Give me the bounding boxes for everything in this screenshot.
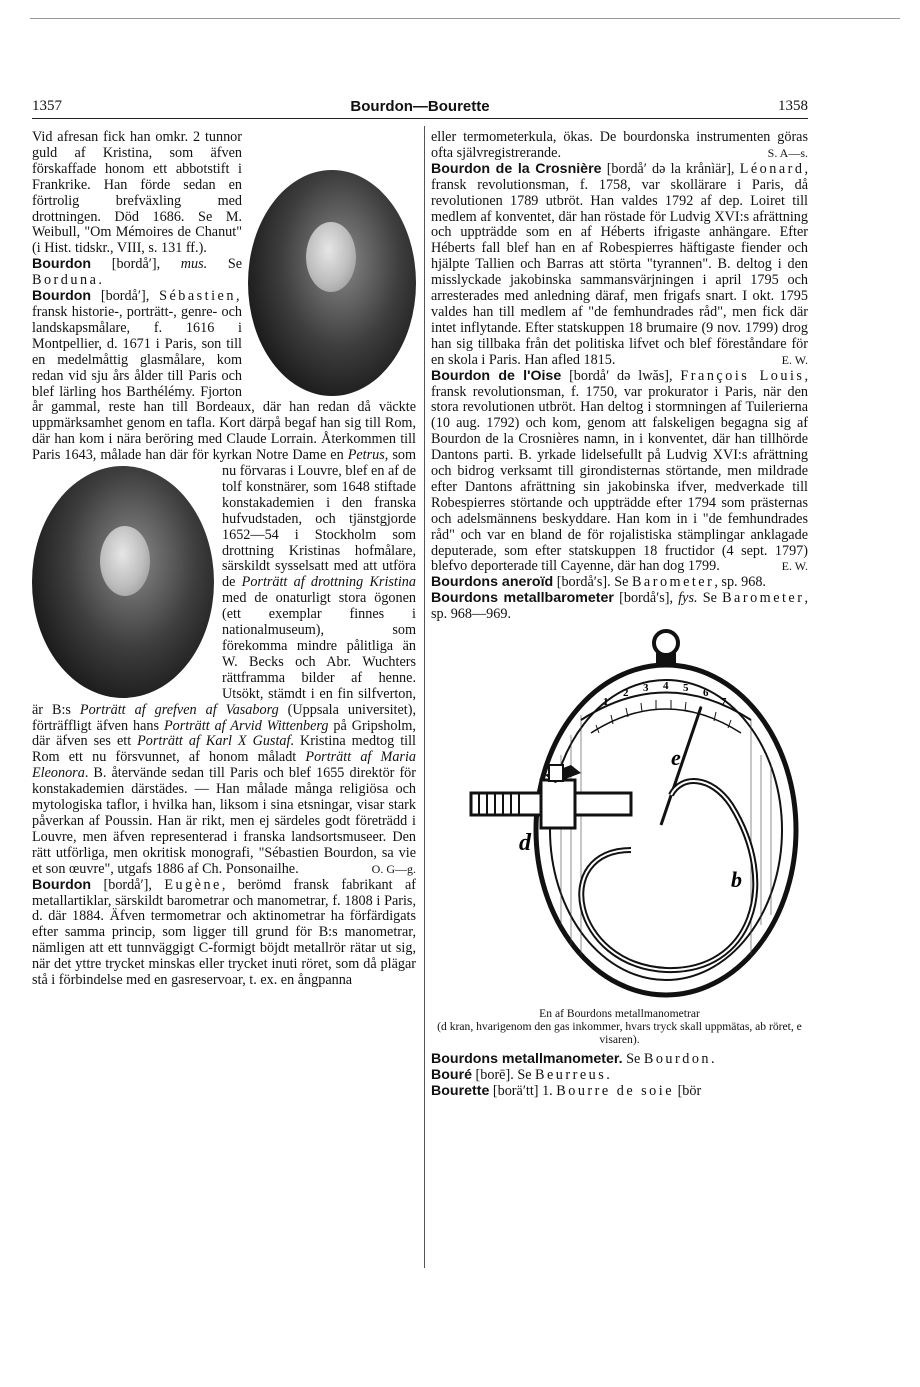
valve-body xyxy=(541,780,575,828)
portrait-face xyxy=(100,526,150,596)
running-header xyxy=(32,98,808,118)
entry-pronunciation: [bordå′], xyxy=(91,876,152,893)
portrait-image xyxy=(32,466,214,698)
caption-title: En af Bourdons metallmanometrar xyxy=(539,1007,700,1021)
see-text: Se xyxy=(610,574,632,591)
entry-headword: Bourdon de l'Oise xyxy=(431,367,562,384)
entry-pronunciation: [bordå′s], xyxy=(613,590,674,607)
dial-number: 4 xyxy=(663,680,669,693)
entry-boure xyxy=(431,1068,808,1084)
entry-pronunciation: [bordå′], xyxy=(91,288,150,305)
entry-end: . xyxy=(606,1067,610,1083)
entry-abbreviation: mus. xyxy=(180,256,208,273)
entry-bourdons-metallbarometer xyxy=(431,591,808,623)
work-title: Porträtt af grefven af Vasaborg xyxy=(79,701,279,718)
author-signature: E. W. xyxy=(781,352,808,367)
cross-reference: Beurreus xyxy=(535,1067,607,1083)
caption-text: (d kran, hvarigenom den gas inkommer, hvars tryck skall uppmätas, ab röret, e visaren). xyxy=(437,1020,802,1047)
author-signature: S. A—s. xyxy=(767,145,808,160)
entry-text: . Kristina medtog till Rom ett nu försvunnet, af honom måladt xyxy=(32,733,416,766)
entry-pronunciation: [bordå′], xyxy=(91,256,161,273)
valve-stem xyxy=(549,765,563,781)
work-title: Porträtt af Karl X Gustaf xyxy=(137,733,291,750)
entry-headword: Bourdon xyxy=(32,256,92,273)
entry-bourdon-oise xyxy=(431,369,808,576)
continued-paragraph: Vid afresan fick han omkr. 2 tunnor guld af Kristina, som äfven förskaffade honom ett abbotstift i Frankrike. Han förde sedan en förtrolig brefväxling med drottningen. Död 1686. Se M. Weibull, "Om Mémoires de Chanut" (i Hist. tidskr., VIII, s. 131 ff.). xyxy=(32,129,242,257)
entry-text: , som nu förvaras i Louvre, blef en af de tolf konstnärer, som 1648 stiftade konstakademien i den franska hufvudstaden, och tjänstgjorde 1652—54 i Stockholm som drottning Kristinas hofmålare, särskildt sysselsatt med att utföra de xyxy=(222,447,416,591)
cross-reference: Borduna xyxy=(32,272,99,289)
work-title: Porträtt af Maria Eleonora xyxy=(32,749,416,782)
left-column xyxy=(32,130,416,989)
hanging-ring xyxy=(654,631,678,655)
work-title: Porträtt af Arvid Wittenberg xyxy=(163,717,329,734)
dial-number: 5 xyxy=(683,682,689,695)
entry-text: , fransk revolutionsman, f. 1758, var skollärare i Paris, då revolutionen 1789 utbröt. Han valdes 1792 af dep. Loiret till medlem af konventet, där han röstade för Ludvig XVI:s afrättning och uppträdde som en af Héberts ifrigaste anhängare. Efter Héberts fall blef han en af Robespierres häftigaste fiender och hjälpte Tallien och Barras att störta "tyrannen". B. deltog i den misslyckade jakobinska sammansvärjningen i april 1795 och arresterades med anledning däraf, men frigafs snart. I okt. 1795 valdes han till medlem af "de femhundrades råd", men fick där intet inflytande. Efter statskuppen 18 brumaire (9 nov. 1799) drog han sig tillbaka från det politiska lifvet och blef föreståndare för en skola i Paris. Han afled 1815. xyxy=(431,160,809,368)
ring-mount xyxy=(656,653,676,663)
cross-reference: Bourdon xyxy=(643,1051,712,1068)
entry-end: . xyxy=(711,1051,715,1068)
entry-pronunciation: [bordå′s]. xyxy=(553,574,611,591)
dial-number: 3 xyxy=(643,682,649,695)
entry-bourdon-crosniere xyxy=(431,162,808,369)
page-number-right: 1358 xyxy=(778,98,808,114)
entry-headword: Bourette xyxy=(431,1082,490,1099)
cross-reference: Bourre de soie xyxy=(556,1082,675,1099)
entry-text: . B. återvände sedan till Paris och blef 1655 direktör för konstakademien därstädes. — Han målade många religiösa och mytologiska taflor, i hvilka han, liksom i sina etsningar, visar stark påverkan af Poussin. Han är rikt, men ej särdeles godt företrädd i Louvre, men äfven representerad i franska landsortsmuseer. Den rätt utförliga, men okritisk monografi, "Sébastien Bourdon, sa vie et son œuvre", utgafs 1886 af Ch. Ponsonailhe. xyxy=(32,765,416,877)
portrait-face xyxy=(306,222,356,292)
see-text: Se xyxy=(622,1051,644,1068)
manometer-illustration xyxy=(431,625,808,1005)
entry-end: . xyxy=(98,272,102,289)
page-number-left: 1357 xyxy=(32,98,62,114)
header-rule xyxy=(32,118,808,119)
entry-headword: Bourdon xyxy=(32,876,92,893)
entry-headword: Bouré xyxy=(431,1067,472,1083)
dial-number: 1 xyxy=(603,696,609,709)
entry-bourdon-eugene xyxy=(32,878,416,989)
person-name: Sébastien, xyxy=(159,288,242,305)
entry-abbreviation: fys. xyxy=(678,590,698,607)
label-b: b xyxy=(731,867,742,893)
entry-pronunciation: [borä′tt] 1. xyxy=(489,1082,557,1099)
entry-pronunciation: [bordå′ də lwăs], xyxy=(561,367,673,384)
dial-number: 7 xyxy=(721,696,727,709)
manometer-case xyxy=(536,665,796,995)
entry-text: eller termometerkula, ökas. De bourdonska instrumenten göras ofta självregistrerande. xyxy=(431,129,808,161)
work-title: Petrus xyxy=(347,447,385,464)
person-name: François Louis xyxy=(680,367,805,384)
top-border-line xyxy=(30,18,900,19)
cross-reference: Barometer xyxy=(722,590,805,607)
see-text: Se xyxy=(207,256,242,273)
author-signature: O. G—g. xyxy=(371,861,416,876)
entry-text: på Gripsholm, där äfven ses ett xyxy=(32,717,416,750)
cross-reference: Barometer xyxy=(631,574,715,591)
label-d: d xyxy=(519,830,531,857)
entry-bourdons-metallmanometer xyxy=(431,1052,808,1068)
author-signature: E. W. xyxy=(781,559,808,574)
entry-headword: Bourdons aneroïd xyxy=(431,574,554,591)
entry-text: fransk historie-, porträtt-, genre- och landskapsmålare, f. 1616 i Montpellier, d. 1671 i Paris, son till en medelmåttig glasmålare, kom redan vid sju års ålder till Paris och blef lärling hos Barthélémy. Fjorton år gammal, reste han till Bordeaux, där han redan då väckte uppmärksamhet genom en tafla. Kort därpå begaf han sig till Rom, där han kom i nära beröring med Claude Lorrain. Återkommen till Paris 1643, målade han där för kyrkan Notre Dame en xyxy=(32,303,416,464)
entry-headword: Bourdon de la Crosnière xyxy=(431,160,602,177)
entry-text: med de onaturligt stora ögonen (ett exemplar finnes i nationalmuseum), som förekomma mindre pålitliga än W. Becks och Abr. Wuchters rättframma bilder af henne. Utsökt, stämdt i en fin silfverton, är B:s xyxy=(32,590,416,718)
entry-text: (Uppsala universitet), förträffligt äfven hans xyxy=(32,701,417,734)
figure-caption xyxy=(431,1007,808,1046)
right-column xyxy=(431,130,808,1100)
entry-headword: Bourdon xyxy=(32,288,92,305)
running-title: Bourdon—Bourette xyxy=(350,98,490,115)
portrait-image xyxy=(248,170,416,396)
entry-pronunciation: [borē]. xyxy=(472,1067,514,1083)
see-text: Se xyxy=(513,1067,536,1083)
continued-paragraph xyxy=(431,130,808,162)
dial-number: 6 xyxy=(703,687,709,700)
entry-bourette xyxy=(431,1084,808,1100)
entry-end: , sp. 968—969. xyxy=(431,590,808,623)
entry-text: , fransk revolutionsman, f. 1750, var prokurator i Paris, när den stora revolutionen utbröt. Han deltog i stormningen af Tuilerierna (10 aug. 1792) och kom, genom att falskeligen begagna sig af Bourdon de la Crosnières namn, in i konventet, där han tillhörde Dantons parti. B. yrkade lidelsefullt på Ludvig XVI:s afrättning och bidrog verksamt till girondisternas störtande, men mildrade efter Dantons afrättning sin jakobinska ifver, medverkade till Robespierres störtande och uppträdde efter 1794 som prästernas och adelsmännens beskyddare. Han kom in i "de femhundrades råd" och var en bland de för rojalistiska stämplingar anklagade deputerade, som efter statskuppen 18 fructidor (4 sept. 1797) blefvo deporterade till Cayenne, där han dog 1799. xyxy=(431,367,808,575)
see-text: Se xyxy=(697,590,723,607)
entry-text: , berömd fransk fabrikant af metallartiklar, särskildt barometrar och manometrar, f. 1808 i Paris, d. där 1884. Äfven termometrar och aktinometrar ha förfärdigats efter samma princip, som ligger till grund för B:s manometrar, nämligen att ett tunnväggigt C-formigt böjdt metallrör rätar ut sig, när det yttre trycket minskas eller trycket inuti röret, som då plägar stå i förbindelse med en gasreservoar, t. ex. en ångpanna xyxy=(32,876,417,989)
entry-pronunciation: [bordå′ də la krånìär], xyxy=(601,160,735,177)
person-name: Eugène xyxy=(164,876,222,893)
entry-end: [bör xyxy=(674,1082,702,1099)
entry-headword: Bourdons metallbarometer xyxy=(431,590,614,607)
entry-bourdons-aneroid xyxy=(431,575,808,591)
entry-headword: Bourdons metallmanometer. xyxy=(431,1051,623,1068)
work-title: Porträtt af drottning Kristina xyxy=(241,574,416,591)
dial-number: 2 xyxy=(623,687,629,700)
column-separator xyxy=(424,126,425,1268)
person-name: Léonard xyxy=(739,160,805,177)
entry-end: , sp. 968. xyxy=(714,574,766,591)
label-e: e xyxy=(671,745,681,771)
